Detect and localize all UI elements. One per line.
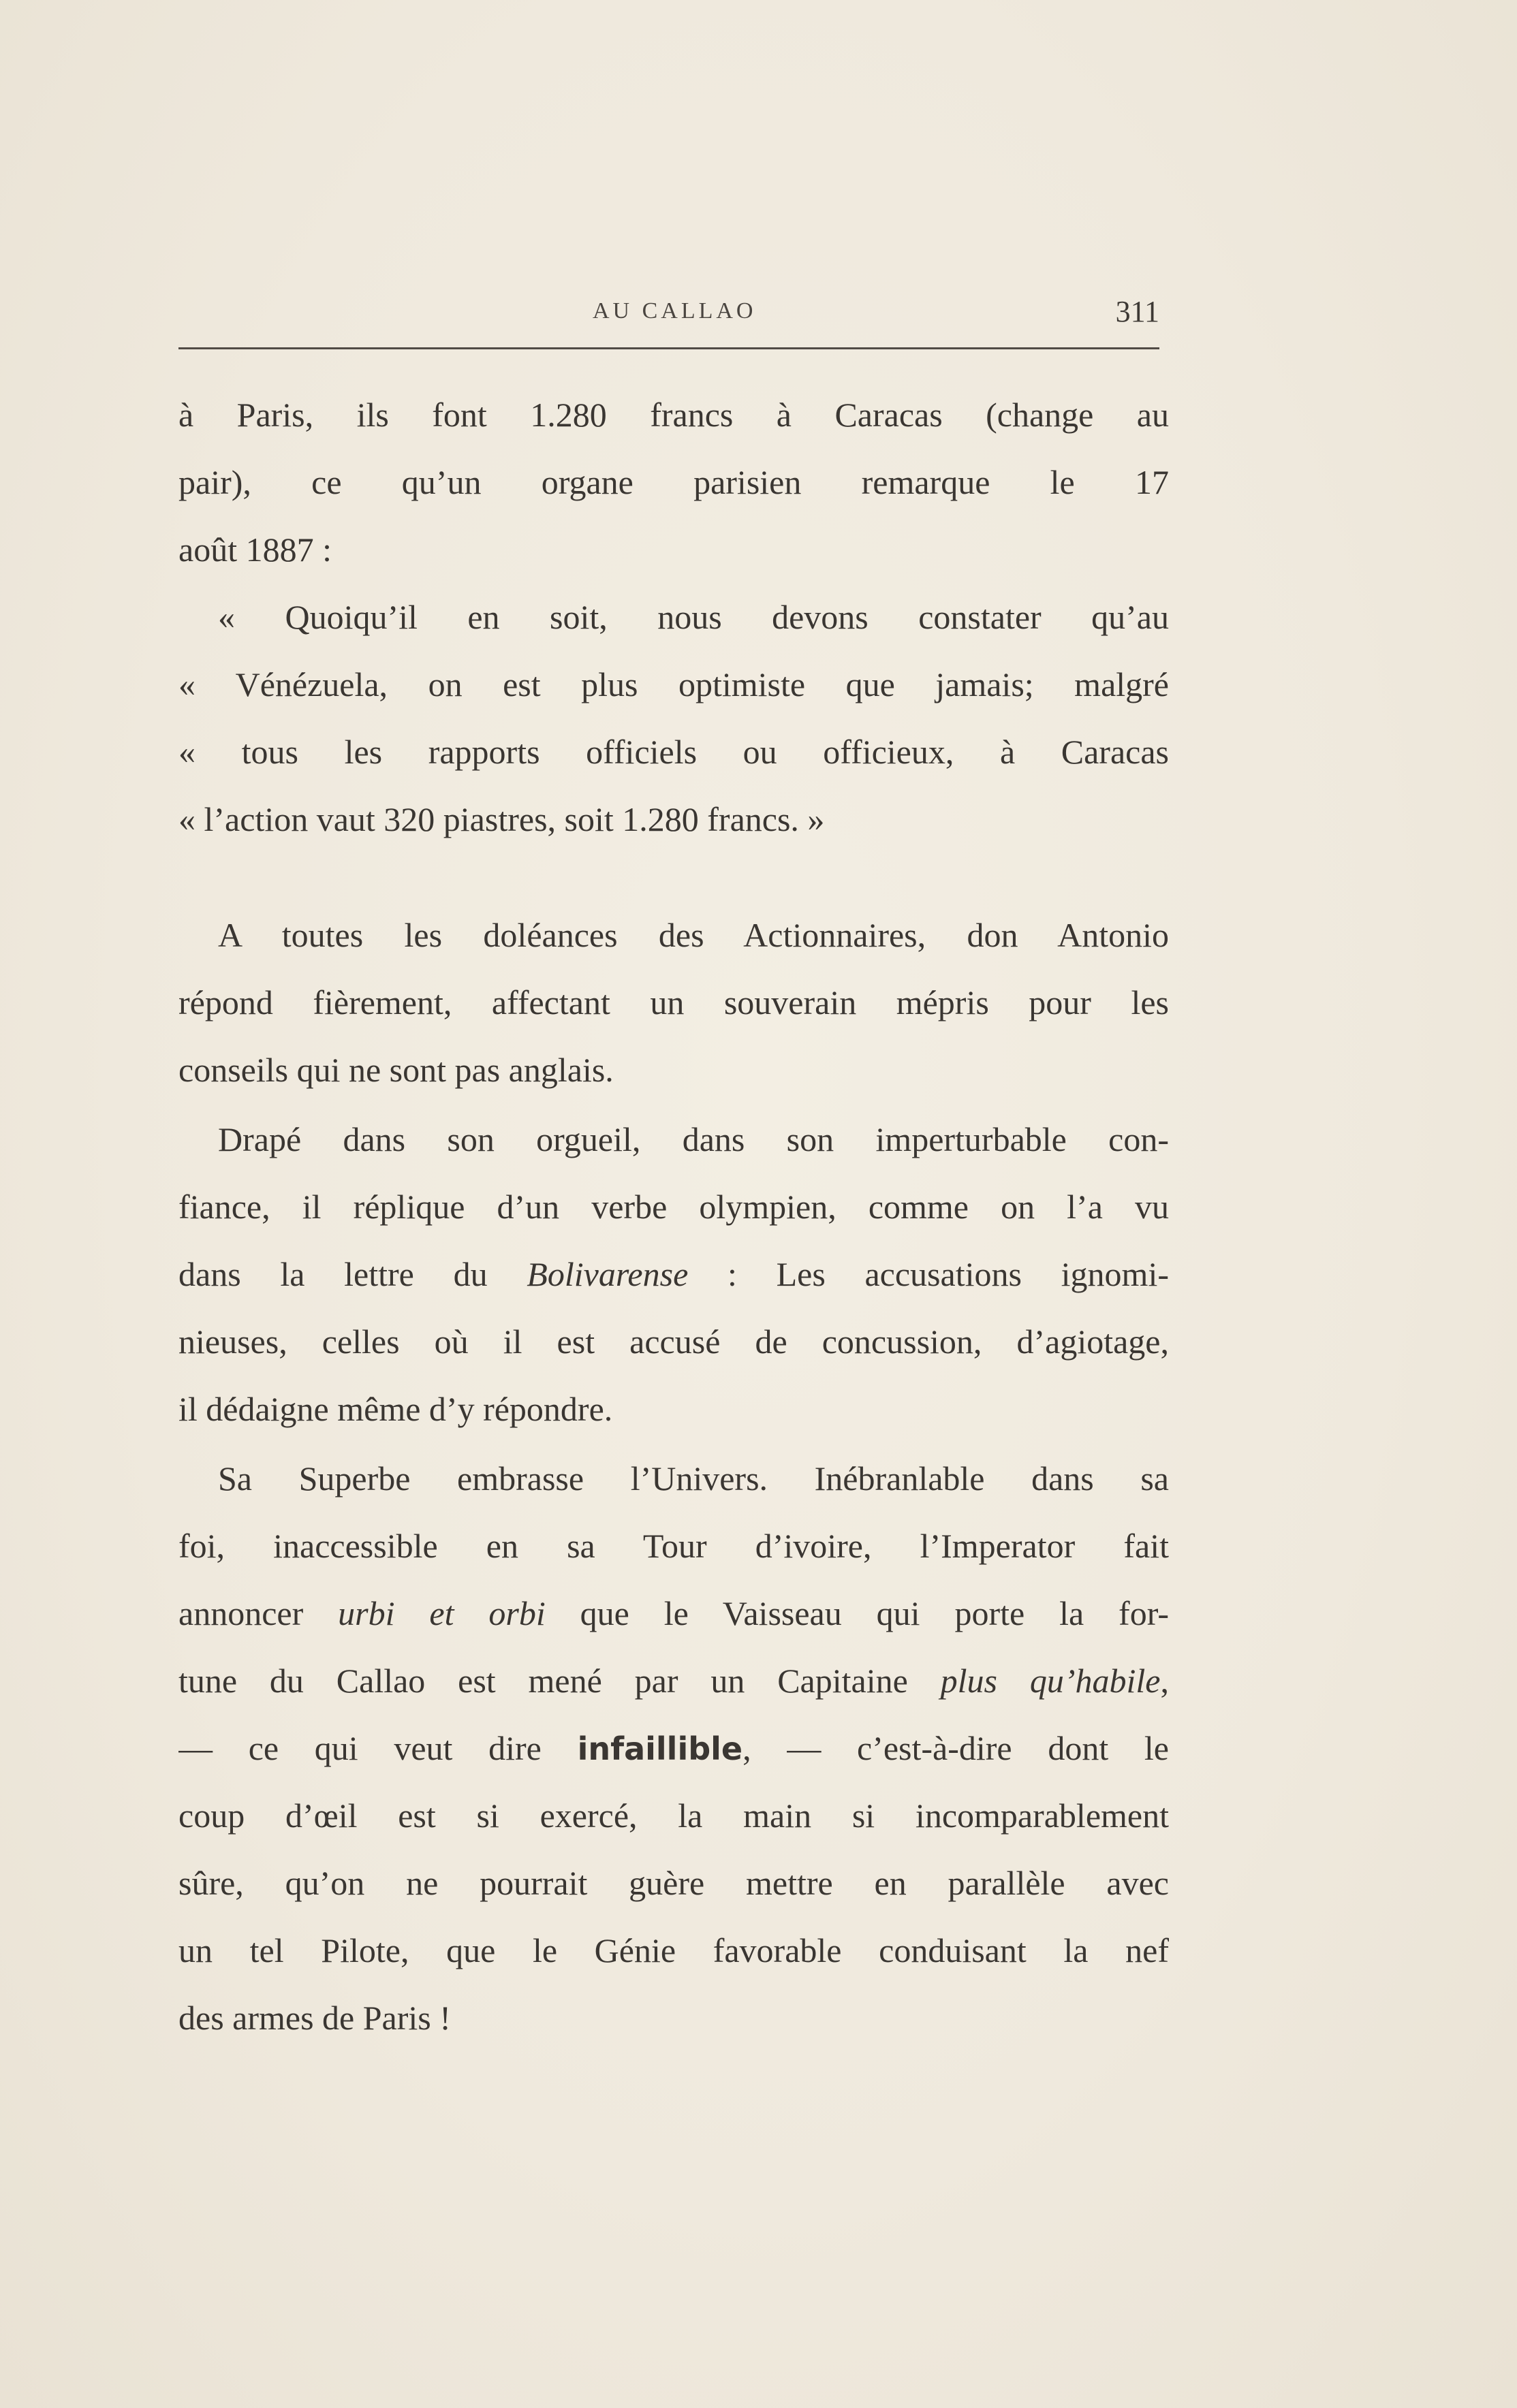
text-line: coup d’œil est si exercé, la main si incomparablement bbox=[178, 1796, 1169, 1835]
paragraph-gap bbox=[178, 853, 1169, 902]
text-line: nieuses, celles où il est accusé de concussion, d’agiotage, bbox=[178, 1322, 1169, 1361]
text-run: dans la lettre du bbox=[178, 1255, 527, 1293]
text-line: un tel Pilote, que le Génie favorable conduisant la nef bbox=[178, 1931, 1169, 1969]
text-line: Sa Superbe embrasse l’Univers. Inébranlable dans sa bbox=[218, 1459, 1169, 1498]
italic-plus-qu-habile: plus qu’habile bbox=[940, 1662, 1161, 1700]
text-line: conseils qui ne sont pas anglais. bbox=[178, 1051, 614, 1089]
text-line: A toutes les doléances des Actionnaires, don Antonio bbox=[218, 916, 1169, 954]
text-line: fiance, il réplique d’un verbe olympien, comme on l’a vu bbox=[178, 1188, 1169, 1226]
page-header bbox=[178, 294, 1159, 335]
text-line bbox=[178, 1580, 1169, 1647]
text-line: à Paris, ils font 1.280 francs à Caracas (change au bbox=[178, 396, 1169, 434]
text-run: : Les accusations ignomi- bbox=[688, 1255, 1169, 1293]
text-run: que le Vaisseau qui porte la for- bbox=[545, 1594, 1169, 1632]
quote-line: « Quoiqu’il en soit, nous devons constater qu’au bbox=[218, 598, 1169, 636]
header-rule bbox=[178, 347, 1159, 349]
quote-line: « Vénézuela, on est plus optimiste que jamais; malgré bbox=[178, 665, 1169, 703]
body-text bbox=[178, 381, 1169, 2052]
text-run: annoncer bbox=[178, 1594, 339, 1632]
italic-title-bolivarense: Bolivarense bbox=[527, 1255, 689, 1293]
running-title: AU CALLAO bbox=[593, 298, 757, 323]
text-run: — ce qui veut dire bbox=[178, 1729, 578, 1767]
quote-line: « l’action vaut 320 piastres, soit 1.280 francs. » bbox=[178, 800, 825, 838]
text-line: foi, inaccessible en sa Tour d’ivoire, l’Imperator fait bbox=[178, 1527, 1169, 1565]
text-run: tune du Callao est mené par un Capitaine bbox=[178, 1662, 941, 1700]
text-line: sûre, qu’on ne pourrait guère mettre en parallèle avec bbox=[178, 1864, 1169, 1902]
text-run: , bbox=[1160, 1662, 1169, 1700]
text-line: pair), ce qu’un organe parisien remarque le 17 bbox=[178, 463, 1169, 501]
text-line: Drapé dans son orgueil, dans son imperturbable con- bbox=[218, 1120, 1169, 1158]
text-line: août 1887 : bbox=[178, 530, 332, 569]
bold-infaillible: infaillible bbox=[577, 1730, 743, 1767]
text-line bbox=[178, 1715, 1169, 1782]
text-line: répond fièrement, affectant un souverain mépris pour les bbox=[178, 983, 1169, 1021]
text-line bbox=[178, 1647, 1169, 1715]
text-line: des armes de Paris ! bbox=[178, 1999, 451, 2037]
quote-line: « tous les rapports officiels ou officieux, à Caracas bbox=[178, 733, 1169, 771]
text-line: il dédaigne même d’y répondre. bbox=[178, 1390, 613, 1428]
page-number: 311 bbox=[1115, 295, 1159, 328]
text-run: , — c’est-à-dire dont le bbox=[742, 1729, 1169, 1767]
italic-urbi-et-orbi: urbi et orbi bbox=[338, 1594, 546, 1632]
text-line bbox=[178, 1241, 1169, 1308]
